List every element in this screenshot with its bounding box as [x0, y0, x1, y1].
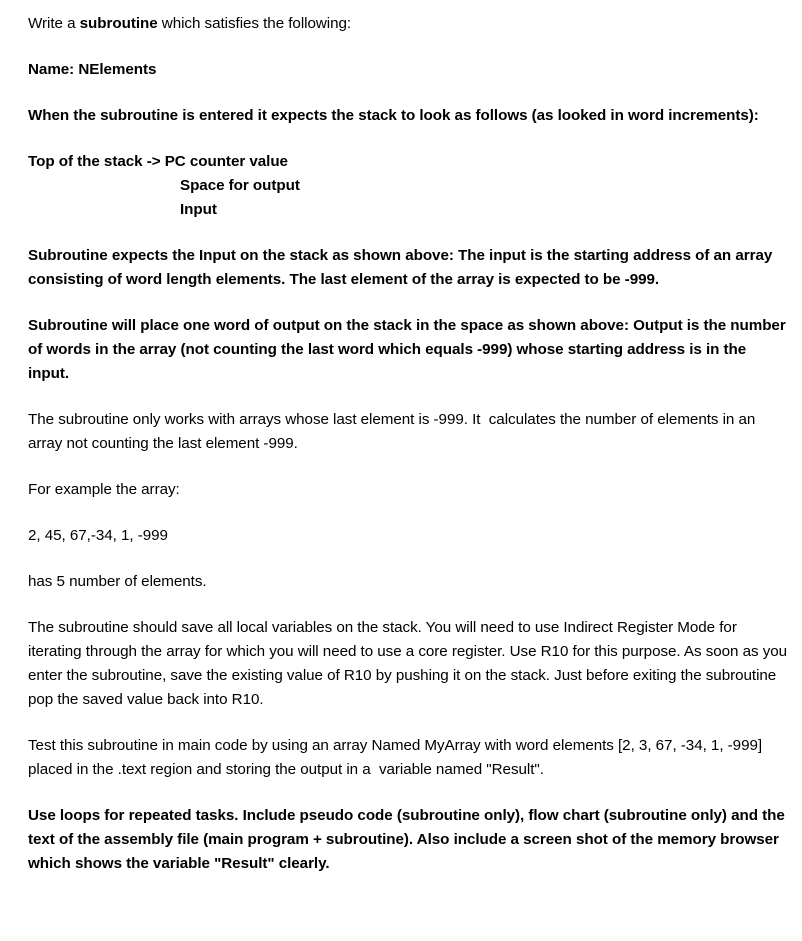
document-body: [28, 12, 792, 876]
test-note-paragraph: Test this subroutine in main code by using an array Named MyArray with word elements [2, 3, 67, -34, 1, -999] placed in the .text region and storing the output in a variable named "Result".: [28, 737, 767, 778]
deliverables-paragraph: Use loops for repeated tasks. Include pseudo code (subroutine only), flow chart (subroutine only) and the text of the assembly file (main program + subroutine). Also include a screen shot of the memory browser which shows the variable "Result" clearly.: [28, 807, 789, 872]
stack-line-input: Input: [180, 201, 217, 218]
example-array-values: 2, 45, 67,-34, 1, -999: [28, 527, 168, 544]
intro-prefix: Write a: [28, 15, 80, 32]
stack-intro-paragraph: When the subroutine is entered it expects the stack to look as follows (as looked in word increments):: [28, 107, 759, 124]
works-note-paragraph: The subroutine only works with arrays whose last element is -999. It calculates the number of elements in an array not counting the last element -999.: [28, 411, 760, 452]
example-result-paragraph: has 5 number of elements.: [28, 573, 207, 590]
stack-line-space-for-output: Space for output: [180, 177, 300, 194]
stack-diagram: [28, 150, 788, 222]
locals-note-paragraph: The subroutine should save all local variables on the stack. You will need to use Indirect Register Mode for iterating through the array for which you will need to use a core register. Use R10 for this purpose. As soon as you enter the subroutine, save the existing value of R10 by pushing it on the stack. Just before exiting the subroutine pop the saved value back into R10.: [28, 619, 792, 708]
intro-suffix: which satisfies the following:: [157, 15, 352, 32]
subroutine-name-line: Name: NElements: [28, 61, 157, 78]
intro-paragraph: [28, 12, 788, 36]
example-intro-paragraph: For example the array:: [28, 481, 180, 498]
output-spec-paragraph: Subroutine will place one word of output on the stack in the space as shown above: Output is the number of words in the array (not counting the last word which equals -999) whose starting address is in the input.: [28, 317, 790, 382]
stack-top-line: Top of the stack -> PC counter value: [28, 153, 288, 170]
input-spec-paragraph: Subroutine expects the Input on the stack as shown above: The input is the starting address of an array consisting of word length elements. The last element of the array is expected to be -999.: [28, 247, 777, 288]
intro-bold-term: subroutine: [79, 15, 158, 32]
